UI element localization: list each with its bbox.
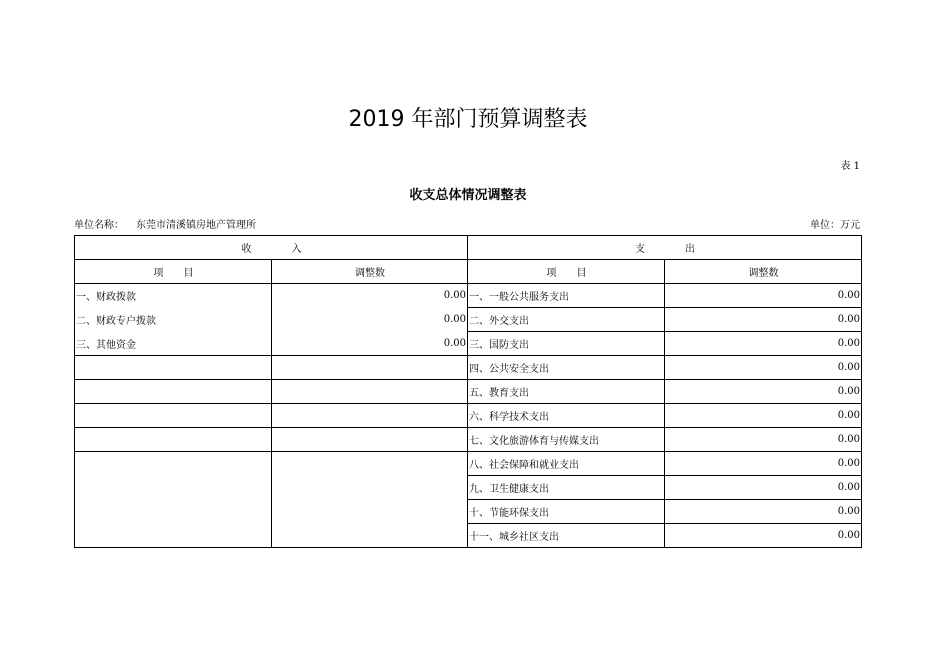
income-item bbox=[75, 356, 272, 380]
income-amount bbox=[272, 476, 468, 500]
expense-amount: 0.00 bbox=[665, 404, 862, 428]
expense-item: 七、文化旅游体育与传媒支出 bbox=[468, 428, 665, 452]
income-amount bbox=[272, 356, 468, 380]
income-item: 三、其他资金 bbox=[75, 332, 272, 356]
expense-item: 十一、城乡社区支出 bbox=[468, 524, 665, 548]
income-amount: 0.00 bbox=[272, 332, 468, 356]
expense-amount: 0.00 bbox=[665, 500, 862, 524]
income-amount: 0.00 bbox=[272, 284, 468, 308]
income-header: 收 入 bbox=[75, 236, 468, 260]
expense-item: 五、教育支出 bbox=[468, 380, 665, 404]
expense-amount: 0.00 bbox=[665, 428, 862, 452]
expense-item: 一、一般公共服务支出 bbox=[468, 284, 665, 308]
expense-amount: 0.00 bbox=[665, 476, 862, 500]
table-row bbox=[75, 476, 862, 500]
table-number: 表 1 bbox=[840, 161, 860, 172]
income-amount bbox=[272, 500, 468, 524]
income-item bbox=[75, 476, 272, 500]
income-item bbox=[75, 380, 272, 404]
expense-amount: 0.00 bbox=[665, 332, 862, 356]
unit-name bbox=[74, 216, 256, 231]
unit-name-value: 东莞市清溪镇房地产管理所 bbox=[136, 220, 256, 231]
income-item bbox=[75, 452, 272, 476]
expense-item: 八、社会保障和就业支出 bbox=[468, 452, 665, 476]
expense-amount: 0.00 bbox=[665, 452, 862, 476]
table-row bbox=[75, 380, 862, 404]
expense-header: 支 出 bbox=[468, 236, 862, 260]
page-title: 2019 年部门预算调整表 bbox=[348, 107, 588, 132]
currency-unit: 单位：万元 bbox=[810, 220, 860, 231]
table-subtitle: 收支总体情况调整表 bbox=[409, 188, 527, 203]
income-item: 一、财政拨款 bbox=[75, 284, 272, 308]
unit-name-label: 单位名称： bbox=[74, 220, 124, 231]
table-row bbox=[75, 308, 862, 332]
table-row bbox=[75, 500, 862, 524]
income-amount: 0.00 bbox=[272, 308, 468, 332]
expense-amount: 0.00 bbox=[665, 308, 862, 332]
table-row bbox=[75, 332, 862, 356]
expense-item: 九、卫生健康支出 bbox=[468, 476, 665, 500]
expense-item: 十、节能环保支出 bbox=[468, 500, 665, 524]
budget-table bbox=[74, 235, 862, 548]
expense-amount: 0.00 bbox=[665, 524, 862, 548]
income-item bbox=[75, 524, 272, 548]
income-item bbox=[75, 500, 272, 524]
expense-item: 四、公共安全支出 bbox=[468, 356, 665, 380]
header-row bbox=[75, 236, 862, 260]
table-row bbox=[75, 356, 862, 380]
income-item bbox=[75, 404, 272, 428]
table-row bbox=[75, 524, 862, 548]
income-amount bbox=[272, 428, 468, 452]
expense-item: 六、科学技术支出 bbox=[468, 404, 665, 428]
table-row bbox=[75, 404, 862, 428]
expense-amount-header: 调整数 bbox=[665, 260, 862, 284]
income-item: 二、财政专户拨款 bbox=[75, 308, 272, 332]
table-row bbox=[75, 284, 862, 308]
income-amount bbox=[272, 380, 468, 404]
expense-amount: 0.00 bbox=[665, 380, 862, 404]
income-amount bbox=[272, 524, 468, 548]
income-amount bbox=[272, 452, 468, 476]
income-amount bbox=[272, 404, 468, 428]
expense-item: 二、外交支出 bbox=[468, 308, 665, 332]
income-amount-header: 调整数 bbox=[272, 260, 468, 284]
expense-amount: 0.00 bbox=[665, 356, 862, 380]
table-row bbox=[75, 452, 862, 476]
expense-amount: 0.00 bbox=[665, 284, 862, 308]
table-row bbox=[75, 428, 862, 452]
expense-item-header: 项 目 bbox=[468, 260, 665, 284]
expense-item: 三、国防支出 bbox=[468, 332, 665, 356]
income-item bbox=[75, 428, 272, 452]
income-item-header: 项 目 bbox=[75, 260, 272, 284]
subheader-row bbox=[75, 260, 862, 284]
